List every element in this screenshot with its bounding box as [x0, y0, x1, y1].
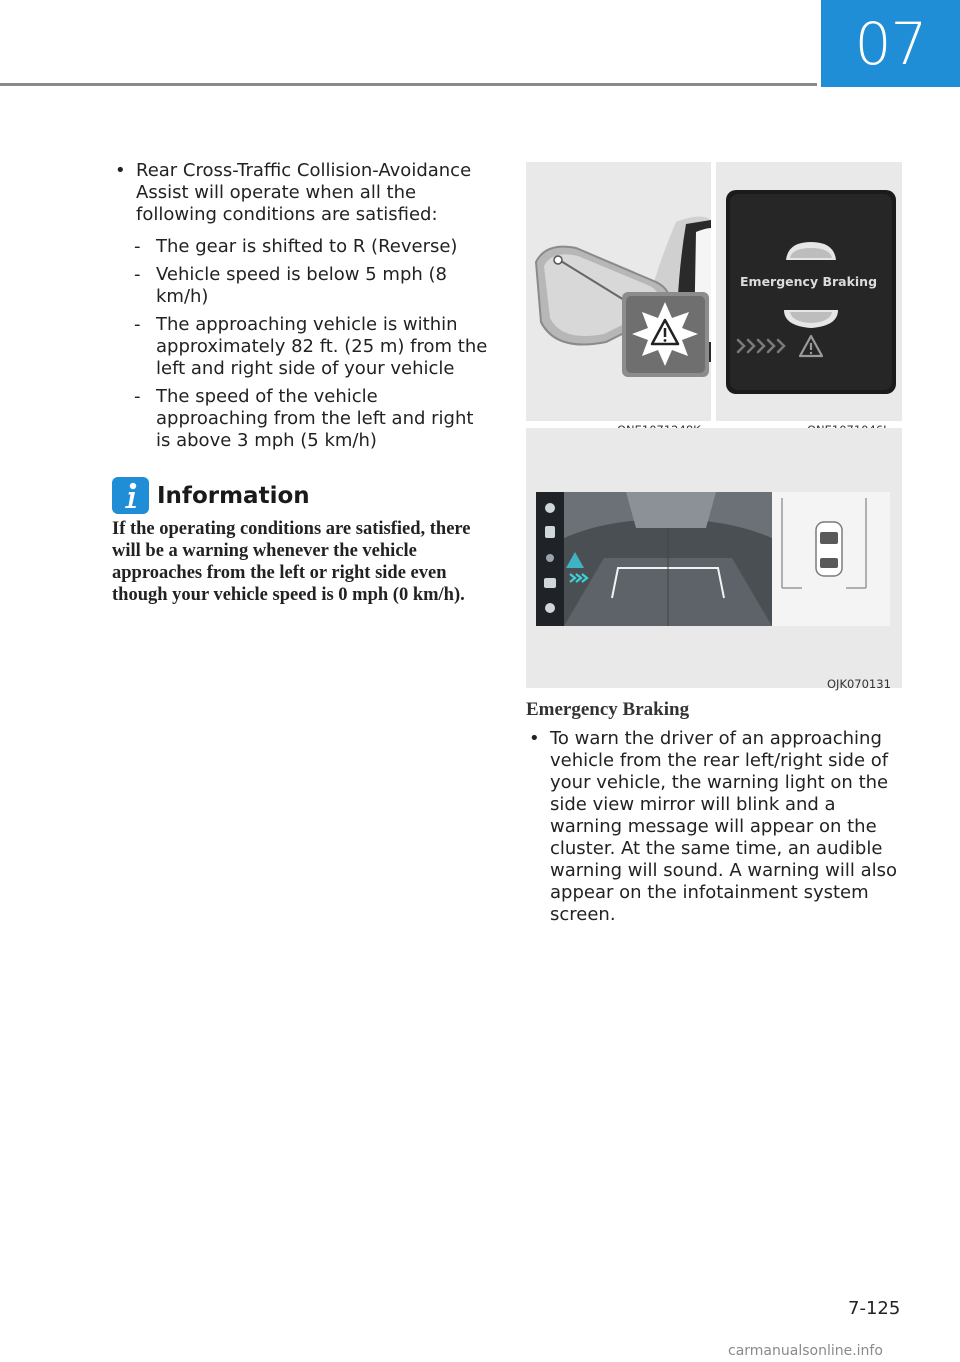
dash-glyph: -: [134, 386, 141, 407]
dash-glyph: -: [134, 236, 141, 257]
cluster-message: Emergency Braking: [740, 274, 878, 289]
bullet-text: To warn the driver of an approaching vehicle from the rear left/right side of your vehicle, the warning light on the side view mirror will blink and a warning message will appear on the cluster. At the same time, an audible warning will sound. A warning will also appear on the infotainment system screen.: [550, 728, 898, 925]
mirror-figure: [526, 162, 711, 421]
cluster-figure: [716, 162, 902, 421]
dash-glyph: -: [134, 314, 141, 335]
chapter-number: 07: [821, 0, 960, 87]
info-icon: [112, 477, 149, 514]
figure-code: OJK070131: [827, 677, 891, 691]
condition-item: [112, 264, 492, 308]
condition-item: [112, 314, 492, 380]
bullet-text: Rear Cross-Traffic Collision-Avoidance Assist will operate when all the following conditions are satisfied:: [136, 160, 472, 225]
camera-figure: [526, 428, 902, 688]
bullet-glyph: •: [115, 160, 126, 181]
condition-text: The approaching vehicle is within approximately 82 ft. (25 m) from the left and right side of your vehicle: [156, 314, 488, 379]
conditions-section: [112, 160, 492, 458]
section-heading: Emergency Braking: [526, 699, 690, 720]
bullet-item: [526, 728, 906, 926]
camera-illustration: [526, 428, 902, 688]
information-heading: [112, 477, 310, 514]
mirror-illustration: [526, 162, 711, 421]
condition-text: The gear is shifted to R (Reverse): [156, 236, 458, 257]
information-body: If the operating conditions are satisfied, there will be a warning whenever the vehicle approaches from the left or right side even though your vehicle speed is 0 mph (0 km/h).: [112, 519, 471, 605]
watermark: carmanualsonline.info: [728, 1343, 883, 1359]
information-title: Information: [157, 482, 310, 509]
bullet-item: [112, 160, 492, 226]
dash-glyph: -: [134, 264, 141, 285]
emergency-braking-bullet: [526, 728, 906, 926]
condition-text: The speed of the vehicle approaching from the left and right is above 3 mph (5 km/h): [156, 386, 474, 451]
header-rule: [0, 83, 817, 86]
conditions-list: [112, 236, 492, 452]
bullet-glyph: •: [529, 728, 540, 749]
page-number: 7-125: [848, 1298, 901, 1319]
condition-item: [112, 236, 492, 258]
cluster-illustration: [716, 162, 902, 421]
condition-item: [112, 386, 492, 452]
condition-text: Vehicle speed is below 5 mph (8 km/h): [156, 264, 447, 307]
